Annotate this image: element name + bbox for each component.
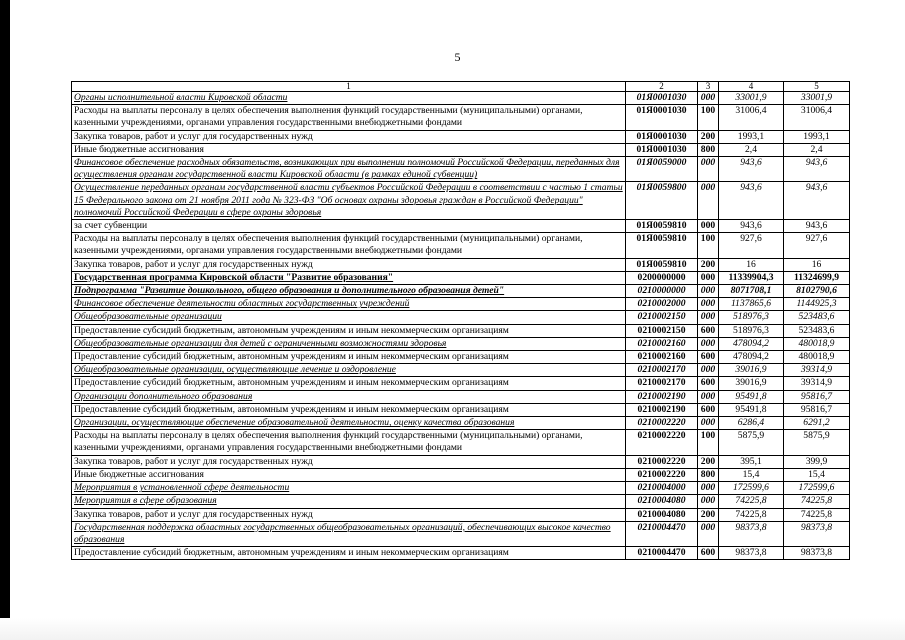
row-value-2-cell: 1144925,3 (784, 298, 850, 311)
row-expense-type-cell: 000 (698, 271, 719, 284)
row-code-cell: 0200000000 (626, 271, 698, 284)
row-value-1-cell: 518976,3 (719, 311, 784, 324)
row-expense-type-cell: 000 (698, 182, 719, 220)
row-name-cell: Предоставление субсидий бюджетным, автономным учреждениям и иным некоммерческим организациям (72, 403, 626, 416)
table-row (72, 547, 850, 560)
row-expense-type-cell: 000 (698, 495, 719, 508)
table-row (72, 258, 850, 271)
row-value-1-cell: 943,6 (719, 182, 784, 220)
table-row (72, 455, 850, 468)
row-name-cell: Иные бюджетные ассигнования (72, 468, 626, 481)
table-row (72, 92, 850, 105)
row-code-cell: 0210002170 (626, 377, 698, 390)
row-value-2-cell: 11324699,9 (784, 271, 850, 284)
row-code-cell: 0210002000 (626, 298, 698, 311)
row-code-cell: 01Я0001030 (626, 105, 698, 130)
row-name-cell: Предоставление субсидий бюджетным, автономным учреждениям и иным некоммерческим организациям (72, 547, 626, 560)
row-value-2-cell: 2,4 (784, 143, 850, 156)
row-code-cell: 0210002220 (626, 417, 698, 430)
table-row (72, 220, 850, 233)
header-col-3: 3 (698, 82, 719, 92)
row-name-cell: Расходы на выплаты персоналу в целях обеспечения выполнения функций государственными (муниципальными) органами, казенными учреждениями, органами управления государственными внебюджетными фондами (72, 430, 626, 455)
table-row (72, 508, 850, 521)
budget-table (71, 81, 850, 560)
row-code-cell: 0210002160 (626, 351, 698, 364)
header-col-1: 1 (72, 82, 626, 92)
row-code-cell: 0210002150 (626, 324, 698, 337)
table-row (72, 298, 850, 311)
table-row (72, 233, 850, 258)
scan-bottom-shadow (0, 618, 905, 640)
row-code-cell: 0210002190 (626, 403, 698, 416)
row-name-cell: Мероприятия в сфере образования (72, 495, 626, 508)
row-value-2-cell: 927,6 (784, 233, 850, 258)
row-value-2-cell: 480018,9 (784, 337, 850, 350)
row-expense-type-cell: 200 (698, 455, 719, 468)
row-expense-type-cell: 600 (698, 403, 719, 416)
row-name-cell: Предоставление субсидий бюджетным, автономным учреждениям и иным некоммерческим организациям (72, 351, 626, 364)
row-name-cell: Государственная программа Кировской области "Развитие образования" (72, 271, 626, 284)
budget-table-body (72, 82, 850, 560)
row-value-2-cell: 98373,8 (784, 547, 850, 560)
row-code-cell: 0210002220 (626, 468, 698, 481)
table-row (72, 311, 850, 324)
header-row (72, 82, 850, 92)
row-code-cell: 01Я0059810 (626, 220, 698, 233)
row-value-2-cell: 172599,6 (784, 482, 850, 495)
row-value-1-cell: 8071708,1 (719, 285, 784, 298)
row-value-2-cell: 399,9 (784, 455, 850, 468)
row-value-1-cell: 95491,8 (719, 403, 784, 416)
row-value-2-cell: 480018,9 (784, 351, 850, 364)
row-name-cell: Закупка товаров, работ и услуг для государственных нужд (72, 258, 626, 271)
row-code-cell: 0210002160 (626, 337, 698, 350)
row-code-cell: 01Я0059800 (626, 182, 698, 220)
row-code-cell: 0210004470 (626, 521, 698, 546)
row-expense-type-cell: 000 (698, 482, 719, 495)
table-row (72, 417, 850, 430)
table-row (72, 130, 850, 143)
row-expense-type-cell: 600 (698, 547, 719, 560)
row-expense-type-cell: 000 (698, 311, 719, 324)
row-value-1-cell: 6286,4 (719, 417, 784, 430)
row-expense-type-cell: 100 (698, 233, 719, 258)
row-code-cell: 01Я0001030 (626, 92, 698, 105)
row-value-2-cell: 8102790,6 (784, 285, 850, 298)
row-value-1-cell: 927,6 (719, 233, 784, 258)
row-name-cell: Предоставление субсидий бюджетным, автономным учреждениям и иным некоммерческим организациям (72, 377, 626, 390)
row-value-2-cell: 16 (784, 258, 850, 271)
row-value-1-cell: 478094,2 (719, 351, 784, 364)
row-expense-type-cell: 000 (698, 337, 719, 350)
row-value-2-cell: 943,6 (784, 157, 850, 182)
row-expense-type-cell: 000 (698, 364, 719, 377)
row-value-2-cell: 39314,9 (784, 364, 850, 377)
table-row (72, 324, 850, 337)
row-name-cell: Общеобразовательные организации, осуществляющие лечение и оздоровление (72, 364, 626, 377)
row-value-2-cell: 5875,9 (784, 430, 850, 455)
row-value-1-cell: 2,4 (719, 143, 784, 156)
row-expense-type-cell: 600 (698, 377, 719, 390)
row-value-1-cell: 478094,2 (719, 337, 784, 350)
row-value-1-cell: 16 (719, 258, 784, 271)
row-code-cell: 01Я0001030 (626, 130, 698, 143)
header-col-4: 4 (719, 82, 784, 92)
row-expense-type-cell: 000 (698, 157, 719, 182)
row-value-1-cell: 395,1 (719, 455, 784, 468)
row-code-cell: 0210004470 (626, 547, 698, 560)
table-row (72, 285, 850, 298)
table-row (72, 143, 850, 156)
page-number: 5 (454, 50, 461, 64)
row-name-cell: Расходы на выплаты персоналу в целях обеспечения выполнения функций государственными (муниципальными) органами, казенными учреждениями, органами управления государственными внебюджетными фондами (72, 233, 626, 258)
row-value-2-cell: 523483,6 (784, 311, 850, 324)
row-value-1-cell: 11339904,3 (719, 271, 784, 284)
row-code-cell: 0210004000 (626, 482, 698, 495)
row-expense-type-cell: 800 (698, 143, 719, 156)
row-expense-type-cell: 200 (698, 130, 719, 143)
table-row (72, 364, 850, 377)
row-expense-type-cell: 600 (698, 351, 719, 364)
table-row (72, 390, 850, 403)
header-col-2: 2 (626, 82, 698, 92)
row-expense-type-cell: 000 (698, 417, 719, 430)
row-value-1-cell: 172599,6 (719, 482, 784, 495)
row-value-2-cell: 1993,1 (784, 130, 850, 143)
row-name-cell: Мероприятия в установленной сфере деятельности (72, 482, 626, 495)
row-name-cell: за счет субвенции (72, 220, 626, 233)
row-code-cell: 0210002170 (626, 364, 698, 377)
row-expense-type-cell: 200 (698, 258, 719, 271)
row-value-1-cell: 15,4 (719, 468, 784, 481)
row-name-cell: Осуществление переданных органам государственной власти субъектов Российской Федерации в соответствии с частью 1 статьи 15 Федерального закона от 21 ноября 2011 года № 323-ФЗ "Об основах охраны здоровья граждан в Российской Федерации" полномочий Российской Федерации в сфере охраны здоровья (72, 182, 626, 220)
row-name-cell: Закупка товаров, работ и услуг для государственных нужд (72, 130, 626, 143)
row-expense-type-cell: 600 (698, 324, 719, 337)
row-name-cell: Иные бюджетные ассигнования (72, 143, 626, 156)
table-row (72, 403, 850, 416)
row-value-2-cell: 31006,4 (784, 105, 850, 130)
table-row (72, 271, 850, 284)
row-expense-type-cell: 000 (698, 298, 719, 311)
row-value-2-cell: 6291,2 (784, 417, 850, 430)
row-name-cell: Подпрограмма "Развитие дошкольного, общего образования и дополнительного образования детей" (72, 285, 626, 298)
row-code-cell: 01Я0059000 (626, 157, 698, 182)
row-value-2-cell: 15,4 (784, 468, 850, 481)
table-row (72, 430, 850, 455)
table-row (72, 482, 850, 495)
row-value-1-cell: 74225,8 (719, 495, 784, 508)
row-value-2-cell: 95816,7 (784, 403, 850, 416)
row-value-1-cell: 39016,9 (719, 377, 784, 390)
row-expense-type-cell: 000 (698, 521, 719, 546)
row-value-2-cell: 943,6 (784, 220, 850, 233)
row-expense-type-cell: 800 (698, 468, 719, 481)
row-value-1-cell: 95491,8 (719, 390, 784, 403)
table-row (72, 351, 850, 364)
row-value-2-cell: 39314,9 (784, 377, 850, 390)
row-name-cell: Закупка товаров, работ и услуг для государственных нужд (72, 508, 626, 521)
row-code-cell: 0210002150 (626, 311, 698, 324)
row-value-1-cell: 33001,9 (719, 92, 784, 105)
scan-left-edge (0, 0, 10, 640)
row-code-cell: 01Я0059810 (626, 258, 698, 271)
table-row (72, 182, 850, 220)
row-name-cell: Общеобразовательные организации для детей с ограниченными возможностями здоровья (72, 337, 626, 350)
row-value-2-cell: 33001,9 (784, 92, 850, 105)
table-row (72, 157, 850, 182)
table-row (72, 337, 850, 350)
row-expense-type-cell: 100 (698, 105, 719, 130)
row-value-2-cell: 95816,7 (784, 390, 850, 403)
row-value-1-cell: 98373,8 (719, 521, 784, 546)
row-value-1-cell: 98373,8 (719, 547, 784, 560)
table-row (72, 468, 850, 481)
row-code-cell: 01Я0001030 (626, 143, 698, 156)
row-name-cell: Предоставление субсидий бюджетным, автономным учреждениям и иным некоммерческим организациям (72, 324, 626, 337)
row-expense-type-cell: 000 (698, 92, 719, 105)
row-expense-type-cell: 200 (698, 508, 719, 521)
table-row (72, 105, 850, 130)
row-value-1-cell: 1137865,6 (719, 298, 784, 311)
row-expense-type-cell: 100 (698, 430, 719, 455)
row-name-cell: Организации дополнительного образования (72, 390, 626, 403)
row-name-cell: Расходы на выплаты персоналу в целях обеспечения выполнения функций государственными (муниципальными) органами, казенными учреждениями, органами управления государственными внебюджетными фондами (72, 105, 626, 130)
row-expense-type-cell: 000 (698, 390, 719, 403)
row-name-cell: Финансовое обеспечение расходных обязательств, возникающих при выполнении полномочий Российской Федерации, переданных для осуществления органам государственной власти Кировской области (в рамках единой субвенции) (72, 157, 626, 182)
table-row (72, 495, 850, 508)
row-code-cell: 0210000000 (626, 285, 698, 298)
row-value-2-cell: 74225,8 (784, 508, 850, 521)
row-name-cell: Финансовое обеспечение деятельности областных государственных учреждений (72, 298, 626, 311)
row-expense-type-cell: 000 (698, 285, 719, 298)
row-name-cell: Закупка товаров, работ и услуг для государственных нужд (72, 455, 626, 468)
table-row (72, 521, 850, 546)
table-row (72, 377, 850, 390)
row-name-cell: Организации, осуществляющие обеспечение образовательной деятельности, оценку качества образования (72, 417, 626, 430)
row-code-cell: 0210004080 (626, 508, 698, 521)
row-value-1-cell: 1993,1 (719, 130, 784, 143)
row-value-1-cell: 943,6 (719, 157, 784, 182)
row-code-cell: 0210002190 (626, 390, 698, 403)
row-value-1-cell: 31006,4 (719, 105, 784, 130)
row-value-1-cell: 943,6 (719, 220, 784, 233)
row-expense-type-cell: 000 (698, 220, 719, 233)
row-value-1-cell: 518976,3 (719, 324, 784, 337)
row-value-2-cell: 943,6 (784, 182, 850, 220)
row-name-cell: Государственная поддержка областных государственных общеобразовательных организаций, обеспечивающих высокое качество образования (72, 521, 626, 546)
row-code-cell: 01Я0059810 (626, 233, 698, 258)
row-value-2-cell: 523483,6 (784, 324, 850, 337)
header-col-5: 5 (784, 82, 850, 92)
row-code-cell: 0210002220 (626, 430, 698, 455)
row-code-cell: 0210004080 (626, 495, 698, 508)
row-value-1-cell: 74225,8 (719, 508, 784, 521)
row-code-cell: 0210002220 (626, 455, 698, 468)
row-value-1-cell: 5875,9 (719, 430, 784, 455)
row-value-2-cell: 74225,8 (784, 495, 850, 508)
row-value-1-cell: 39016,9 (719, 364, 784, 377)
row-name-cell: Общеобразовательные организации (72, 311, 626, 324)
row-value-2-cell: 98373,8 (784, 521, 850, 546)
row-name-cell: Органы исполнительной власти Кировской области (72, 92, 626, 105)
